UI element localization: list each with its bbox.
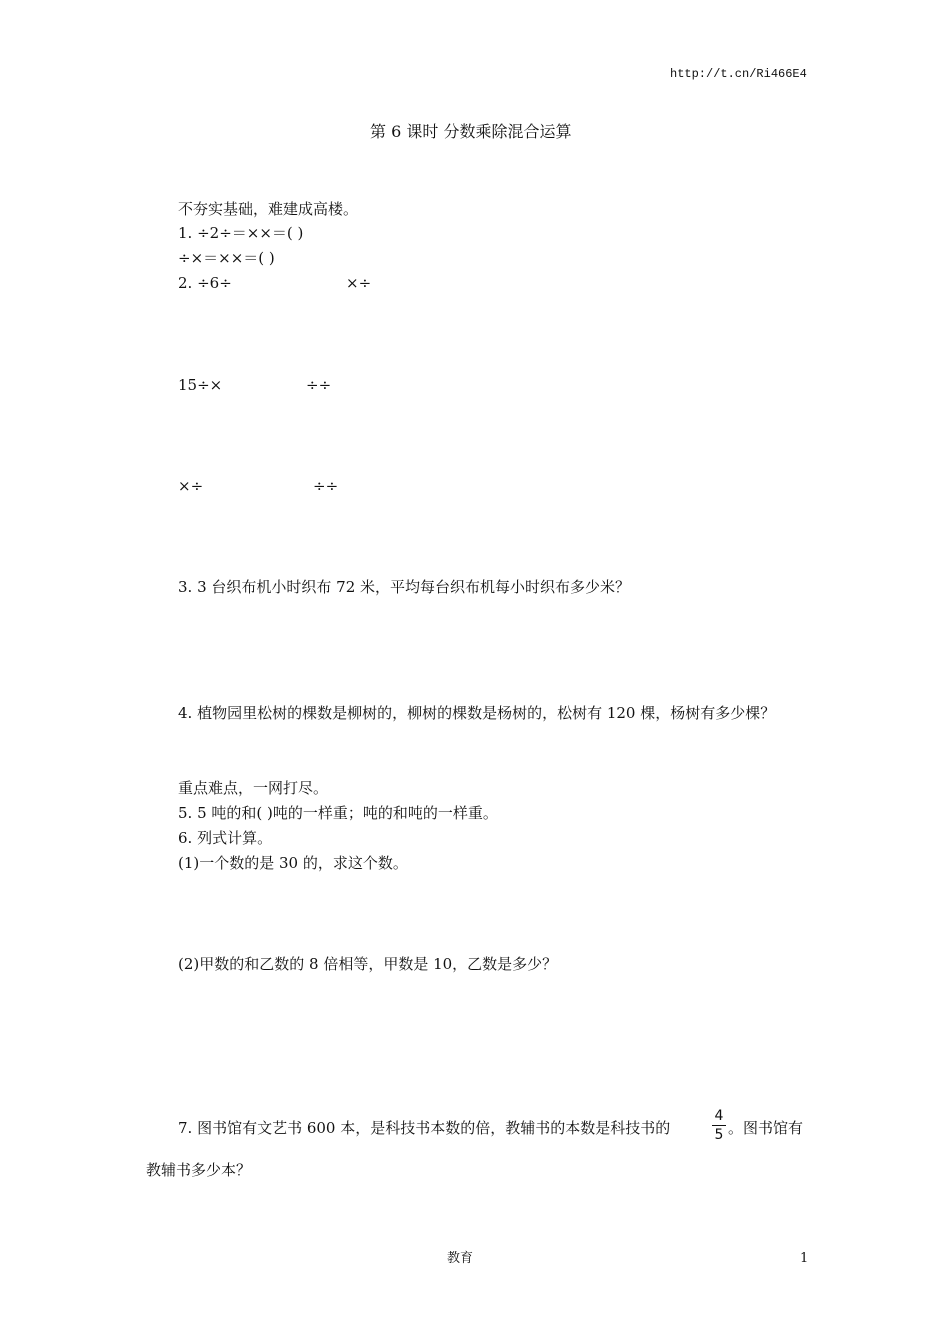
question-7-fraction bbox=[712, 1108, 726, 1143]
question-4: 4. 植物园里松树的棵数是柳树的，柳树的棵数是杨树的，松树有 120 棵，杨树有多少棵？ bbox=[178, 704, 776, 722]
section-heading-key-points: 重点难点，一网打尽。 bbox=[178, 779, 329, 797]
source-url: http://t.cn/Ri466E4 bbox=[670, 67, 807, 81]
question-2-line-2-left: 15÷× bbox=[178, 376, 223, 394]
section-heading-basics: 不夯实基础，难建成高楼。 bbox=[178, 200, 359, 218]
question-7-line-1-end: 。图书馆有 bbox=[728, 1119, 804, 1137]
page-title: 第 6 课时 分数乘除混合运算 bbox=[370, 122, 572, 141]
question-7-line-2: 教辅书多少本？ bbox=[146, 1161, 252, 1179]
question-2-line-3-left: ×÷ bbox=[178, 477, 204, 495]
question-2-line-3-right: ÷÷ bbox=[313, 477, 339, 495]
question-1-line-2: ÷×＝××＝( ) bbox=[178, 249, 275, 267]
question-6-part-2: (2)甲数的和乙数的 8 倍相等，甲数是 10，乙数是多少？ bbox=[178, 955, 558, 973]
question-2-line-1-left: 2. ÷6÷ bbox=[178, 274, 232, 292]
page-number: 1 bbox=[800, 1251, 809, 1266]
fraction-numerator: 4 bbox=[714, 1108, 724, 1124]
question-6-part-1: (1)一个数的是 30 的，求这个数。 bbox=[178, 854, 408, 872]
question-3: 3. 3 台织布机小时织布 72 米，平均每台织布机每小时织布多少米？ bbox=[178, 578, 631, 596]
question-1-line-1: 1. ÷2÷＝××＝( ) bbox=[178, 224, 304, 242]
footer-center-text: 教育 bbox=[447, 1251, 474, 1266]
question-6: 6. 列式计算。 bbox=[178, 829, 273, 847]
question-7-line-1: 7. 图书馆有文艺书 600 本，是科技书本数的倍，教辅书的本数是科技书的 bbox=[178, 1119, 671, 1137]
question-5: 5. 5 吨的和( )吨的一样重；吨的和吨的一样重。 bbox=[178, 804, 498, 822]
fraction-denominator: 5 bbox=[714, 1127, 724, 1143]
question-2-line-1-right: ×÷ bbox=[346, 274, 372, 292]
fraction-bar bbox=[712, 1125, 726, 1126]
question-2-line-2-right: ÷÷ bbox=[306, 376, 332, 394]
